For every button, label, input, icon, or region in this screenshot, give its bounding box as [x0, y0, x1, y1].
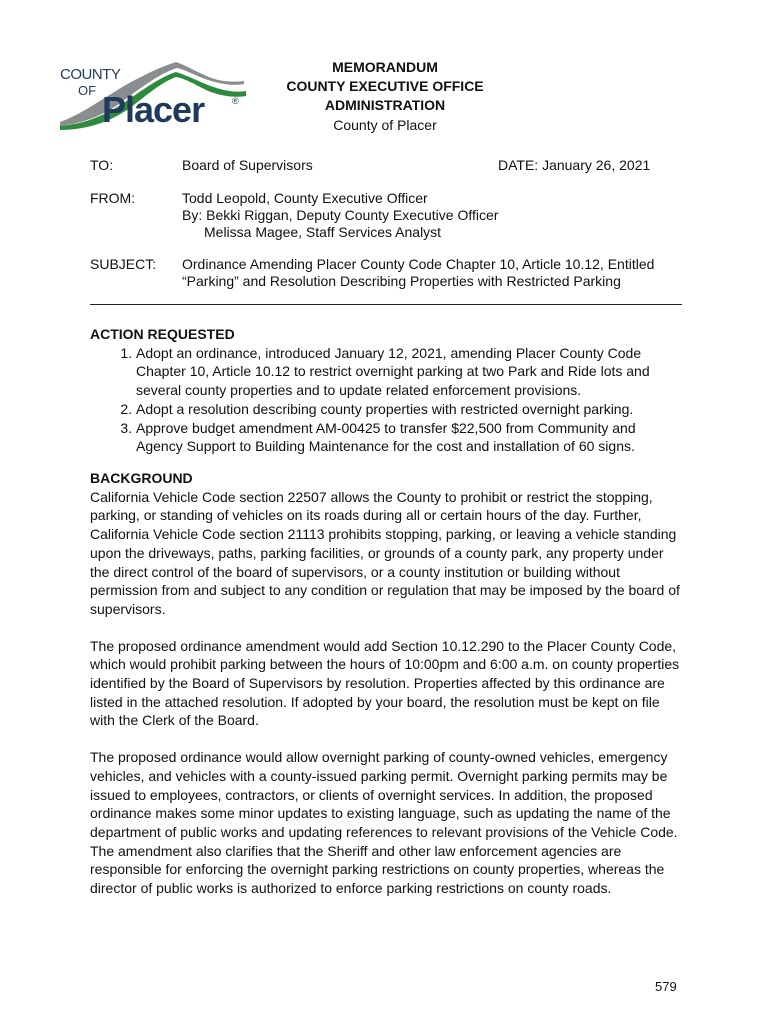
- action-item: 1. Adopt an ordinance, introduced January 12, 2021, amending Placer County Code Chapter 10, Article 10.12 to restrict overnight parking at two Park and Ride lots and several county properties and to update related enforcement provisions.: [136, 344, 680, 400]
- page-number: 579: [655, 979, 677, 994]
- memo-title-line: ADMINISTRATION: [324, 97, 446, 113]
- header-divider: [90, 304, 682, 305]
- from-line: Melissa Magee, Staff Services Analyst: [204, 224, 442, 240]
- action-item: 2. Adopt a resolution describing county properties with restricted overnight parking.: [136, 400, 680, 419]
- to-value: Board of Supervisors: [182, 157, 313, 173]
- memo-header: [260, 58, 510, 135]
- logo-county-text: COUNTY: [60, 66, 121, 83]
- background-heading: BACKGROUND: [90, 470, 193, 486]
- logo-of-text: OF: [78, 83, 97, 98]
- action-item: 3. Approve budget amendment AM-00425 to transfer $22,500 from Community and Agency Support to Building Maintenance for the cost and installation of 60 signs.: [136, 419, 680, 456]
- background-section: [90, 469, 680, 898]
- logo-placer-text: Placer: [102, 89, 205, 130]
- subject-label: SUBJECT:: [90, 256, 157, 272]
- logo-registered-mark: ®: [232, 96, 239, 106]
- subject-line: “Parking” and Resolution Describing Properties with Restricted Parking: [182, 273, 621, 289]
- background-paragraph: The proposed ordinance amendment would add Section 10.12.290 to the Placer County Code, which would prohibit parking between the hours of 10:00pm and 6:00 a.m. on county properties identified by the Board of Supervisors by resolution. Properties affected by this ordinance are listed in the attached resolution. If adopted by your board, the resolution must be kept on file with the Clerk of the Board.: [90, 637, 680, 729]
- from-label: FROM:: [90, 190, 136, 206]
- memo-date: DATE: January 26, 2021: [498, 157, 651, 173]
- background-paragraph: California Vehicle Code section 22507 allows the County to prohibit or restrict the stopping, parking, or standing of vehicles on its roads during all or certain hours of the day. Further, California Vehicle Code section 21113 prohibits stopping, parking, or leaving a vehicle standing upon the driveways, paths, parking facilities, or grounds of a county park, any property under the direct control of the board of supervisors, or a county institution or building without permission from and subject to any condition or regulation that may be imposed by the board of supervisors.: [90, 488, 680, 617]
- memo-subtitle: County of Placer: [333, 117, 437, 133]
- action-requested-heading: ACTION REQUESTED: [90, 326, 235, 342]
- background-paragraph: The proposed ordinance would allow overnight parking of county-owned vehicles, emergency vehicles, and vehicles with a county-issued parking permit. Overnight parking permits may be issued to employees, contractors, or clients of overnight services. In addition, the proposed ordinance makes some minor updates to existing language, such as updating the name of the department of public works and updating references to relevant provisions of the Vehicle Code. The amendment also clarifies that the Sheriff and other law enforcement agencies are responsible for enforcing the overnight parking restrictions on county properties, whereas the director of public works is authorized to enforce parking restrictions on county roads.: [90, 749, 678, 897]
- from-line: By: Bekki Riggan, Deputy County Executive Officer: [182, 207, 499, 223]
- logo-graphic: [58, 60, 248, 140]
- memo-title-line: COUNTY EXECUTIVE OFFICE: [286, 78, 484, 94]
- memo-title-line: MEMORANDUM: [332, 59, 438, 75]
- subject-line: Ordinance Amending Placer County Code Chapter 10, Article 10.12, Entitled: [182, 256, 655, 272]
- action-requested-section: [90, 325, 680, 456]
- county-of-placer-logo: [58, 60, 248, 140]
- action-list: [90, 344, 680, 456]
- to-label: TO:: [90, 157, 114, 173]
- from-line: Todd Leopold, County Executive Officer: [182, 190, 428, 206]
